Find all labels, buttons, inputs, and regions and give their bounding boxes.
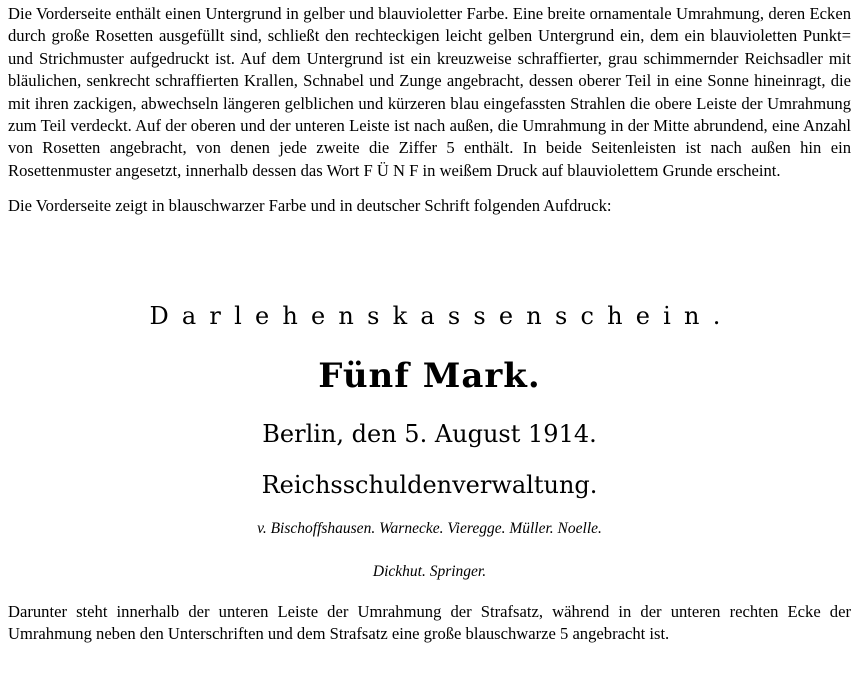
imprint-place-date: Berlin, den 5. August 1914. bbox=[262, 420, 597, 448]
description-paragraph: Die Vorderseite enthält einen Untergrund in gelber und blauvioletter Farbe. Eine breite ornamentale Umrahmung, deren Ecken durch große Rosetten ausgefüllt sind, schließt den rechteckigen leicht gelben Untergrund ein, dem ein blauvioletten Punkt= und Strichmuster aufgedruckt ist. Auf dem Untergrund ist ein kreuzweise schraffierter, grau schimmernder Reichsadler mit bläulichen, senkrecht schraffierten Krallen, Schnabel und Zunge angebracht, dessen oberer Teil in eine Sonne hineinragt, die mit ihren zackigen, abwechseln längeren gelblichen und kürzeren blau eingefassten Strahlen die obere Leiste der Umrahmung zum Teil verdeckt. Auf der oberen und der unteren Leiste ist nach außen, die Umrahmung in der Mitte abrundend, eine Anzahl von Rosetten angebracht, von denen jede zweite die Ziffer 5 enthält. In beide Seitenleisten ist nach außen hin ein Rosettenmuster angesetzt, innerhalb dessen das Wort F Ü N F in weißem Druck auf blauviolettem Grunde erscheint. bbox=[8, 4, 851, 180]
imprint-amount: Fünf Mark. bbox=[318, 356, 541, 396]
footer-paragraph: Darunter steht innerhalb der unteren Leiste der Umrahmung der Strafsatz, während in der unteren rechten Ecke der Umrahmung neben den Unterschriften und dem Strafsatz eine große blauschwarze 5 angebracht ist. bbox=[8, 602, 851, 644]
imprint-authority: Reichsschuldenverwaltung. bbox=[261, 471, 598, 499]
signatures-line-2: Dickhut. Springer. bbox=[372, 563, 487, 580]
intro-paragraph: Die Vorderseite zeigt in blauschwarzer Farbe und in deutscher Schrift folgenden Aufdruck: bbox=[8, 196, 612, 216]
signatures-line-1: v. Bischoffshausen. Warnecke. Vieregge. Müller. Noelle. bbox=[257, 520, 602, 537]
imprint-title: Darlehenskassenschein. bbox=[149, 302, 734, 330]
